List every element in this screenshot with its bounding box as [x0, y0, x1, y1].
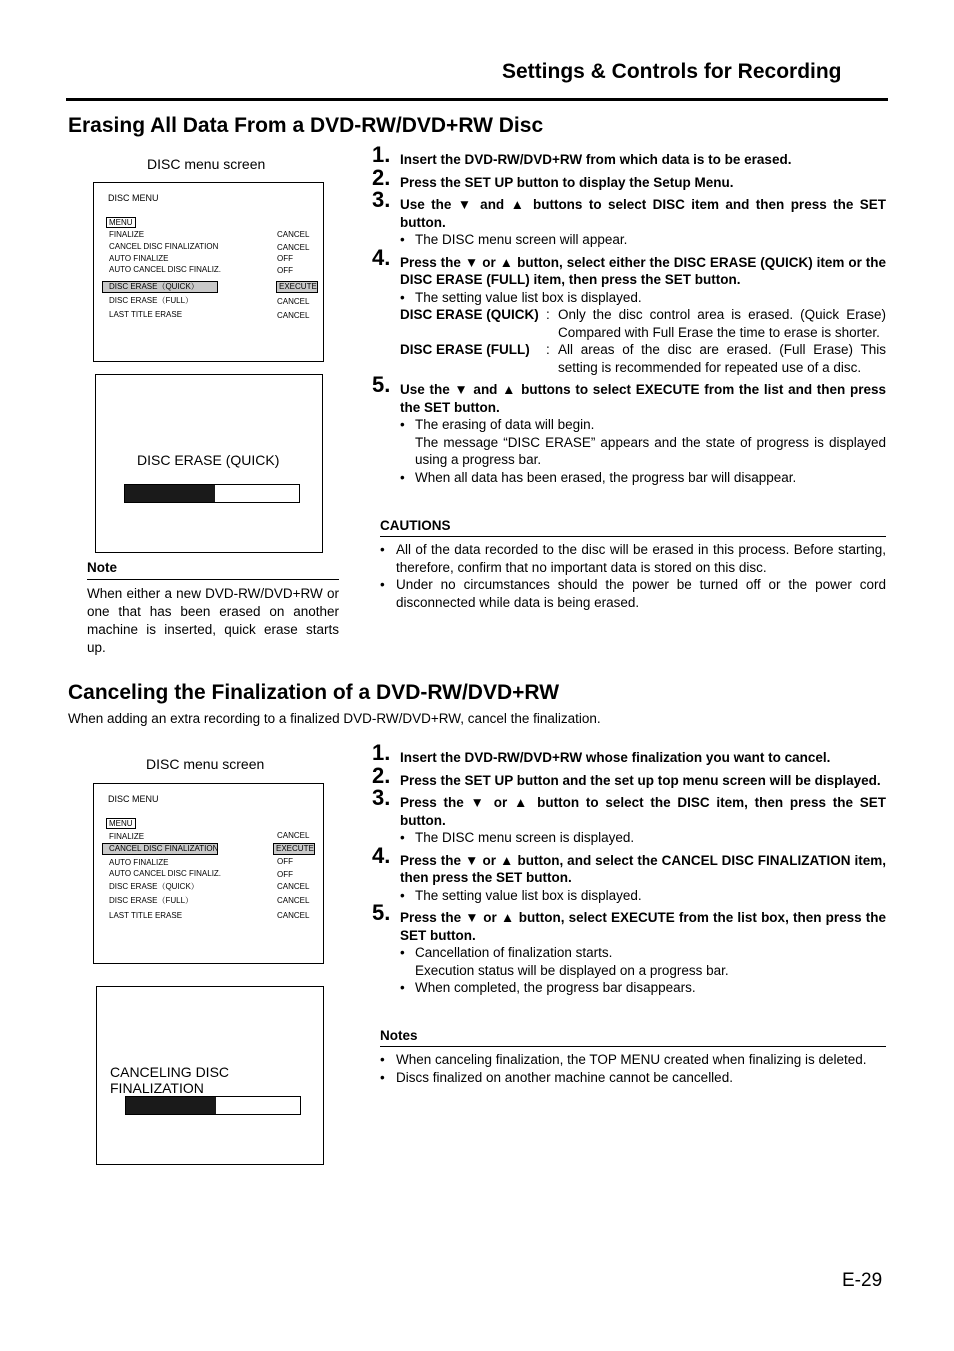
- menu-item-label: DISC ERASE（FULL）: [109, 296, 194, 305]
- definition-desc: Only the disc control area is erased. (Quick Erase) Compared with Full Erase the time to erase is shorter.: [558, 307, 886, 340]
- cautions: [380, 518, 886, 611]
- page-number: E-29: [842, 1270, 883, 1291]
- note-rule: [87, 579, 339, 580]
- definitions-table: [400, 306, 886, 376]
- progress-bar: [124, 484, 300, 503]
- step-subitem: • The DISC menu screen will appear.: [400, 232, 628, 247]
- step-number: 3.: [372, 187, 391, 212]
- definition-term: DISC ERASE (FULL): [400, 342, 530, 357]
- step-4: [372, 244, 886, 377]
- definition-sep: :: [546, 307, 550, 322]
- note-item: • Discs finalized on another machine cannot be cancelled.: [380, 1069, 733, 1085]
- menu-item-value: CANCEL: [277, 882, 310, 891]
- progress-screen-2: [96, 986, 324, 1165]
- step-text: Use the ▼ and ▲ buttons to select EXECUTE from the list and then press the SET button.: [400, 382, 886, 415]
- progress-fill: [126, 1097, 216, 1114]
- menu-item-value-selected: EXECUTE: [273, 843, 315, 855]
- step-1: [372, 740, 886, 767]
- progress-bar: [125, 1096, 301, 1115]
- notes-list: [380, 1051, 886, 1086]
- menu-item-value: OFF: [277, 254, 293, 263]
- section2-title: Canceling the Finalization of a DVD-RW/DVD+RW: [68, 681, 560, 704]
- step-5: [372, 900, 886, 997]
- menu-tag: MENU: [106, 217, 136, 228]
- note-text: When either a new DVD-RW/DVD+RW or one that has been erased on another machine is inserted, quick erase starts up.: [87, 586, 339, 655]
- step-subitem-continuation: Execution status will be displayed on a progress bar.: [415, 962, 729, 978]
- progress-label: DISC ERASE (QUICK): [137, 452, 280, 468]
- step-2: [372, 762, 886, 790]
- step-number: 3.: [372, 785, 391, 810]
- menu-title: DISC MENU: [108, 193, 159, 203]
- section1-screen-caption: DISC menu screen: [147, 156, 266, 172]
- step-number: 2.: [372, 164, 391, 190]
- step-number: 5.: [372, 372, 391, 397]
- step-subitem: • The erasing of data will begin.: [400, 417, 595, 432]
- menu-item-value: CANCEL: [277, 230, 310, 239]
- menu-item-label: FINALIZE: [109, 230, 145, 239]
- step-3: [372, 785, 886, 847]
- step-3: [372, 187, 886, 249]
- step-number: 4.: [372, 244, 391, 270]
- step-number: 1.: [372, 740, 391, 765]
- menu-item-value: OFF: [277, 857, 293, 866]
- menu-item-label: AUTO CANCEL DISC FINALIZ.: [109, 265, 222, 274]
- step-text: Insert the DVD-RW/DVD+RW whose finalization you want to cancel.: [400, 750, 831, 765]
- disc-menu-screen-1: [93, 182, 324, 362]
- section2-intro: When adding an extra recording to a finalized DVD-RW/DVD+RW, cancel the finalization.: [68, 711, 601, 726]
- cautions-list: [380, 541, 886, 611]
- progress-label: CANCELING DISC FINALIZATION: [110, 1064, 230, 1096]
- cautions-heading: CAUTIONS: [380, 518, 451, 533]
- step-5: [372, 372, 886, 486]
- menu-item-value: CANCEL: [277, 831, 310, 840]
- menu-item-label: DISC ERASE（QUICK）: [109, 882, 199, 891]
- section2-steps: [372, 740, 886, 1002]
- menu-item-value: CANCEL: [277, 297, 310, 306]
- step-4: [372, 842, 886, 905]
- section1-note: [87, 560, 339, 657]
- definition-term: DISC ERASE (QUICK): [400, 307, 539, 322]
- menu-item-label-selected: DISC ERASE（QUICK）: [102, 281, 218, 293]
- definition-row: [400, 341, 886, 376]
- step-subitem: • Cancellation of finalization starts.: [400, 945, 613, 960]
- note-heading: Note: [87, 560, 117, 575]
- step-subitem: • The setting value list box is displayed.: [400, 289, 642, 305]
- step-text: Insert the DVD-RW/DVD+RW from which data is to be erased.: [400, 152, 792, 167]
- step-text: Press the SET UP button to display the Setup Menu.: [400, 174, 734, 190]
- notes-rule: [380, 1046, 886, 1047]
- menu-item-label: CANCEL DISC FINALIZATION: [109, 242, 219, 251]
- menu-title: DISC MENU: [108, 794, 159, 804]
- definition-desc: All areas of the disc are erased. (Full Erase) This setting is recommended for repeated use of a disc.: [558, 342, 886, 375]
- step-number: 1.: [372, 142, 391, 167]
- step-subitem: • The DISC menu screen is displayed.: [400, 830, 635, 845]
- caution-item: • All of the data recorded to the disc will be erased in this process. Before starting, therefore, confirm that no important data is stored on this disc.: [380, 542, 886, 575]
- caution-item: • Under no circumstances should the power be turned off or the power cord disconnected while data is being erased.: [380, 577, 886, 610]
- menu-item-label: AUTO FINALIZE: [109, 858, 169, 867]
- cautions-rule: [380, 536, 886, 537]
- menu-item-value: CANCEL: [277, 911, 310, 920]
- step-text: Press the ▼ or ▲ button, select either the DISC ERASE (QUICK) item or the DISC ERASE (FULL) item, then press the SET button.: [400, 254, 886, 287]
- step-text: Press the ▼ or ▲ button, and select the CANCEL DISC FINALIZATION item, then press the SET button.: [400, 852, 886, 885]
- step-text: Press the ▼ or ▲ button to select the DISC item, then press the SET button.: [400, 795, 886, 828]
- step-2: [372, 164, 886, 192]
- menu-item-value: CANCEL: [277, 311, 310, 320]
- menu-item-label: AUTO FINALIZE: [109, 254, 169, 263]
- menu-tag: MENU: [106, 818, 136, 829]
- section1-steps: [372, 142, 886, 491]
- menu-item-label: LAST TITLE ERASE: [109, 911, 183, 920]
- section1-title: Erasing All Data From a DVD-RW/DVD+RW Disc: [68, 114, 544, 137]
- progress-screen-1: [95, 374, 323, 553]
- notes: [380, 1028, 886, 1086]
- menu-item-label: FINALIZE: [109, 832, 145, 841]
- step-subitem: • When completed, the progress bar disappears.: [400, 980, 696, 995]
- step-subitem: • When all data has been erased, the progress bar will disappear.: [400, 469, 797, 485]
- menu-item-value: OFF: [277, 266, 293, 275]
- step-1: [372, 142, 886, 169]
- notes-heading: Notes: [380, 1028, 418, 1043]
- step-text: Use the ▼ and ▲ buttons to select DISC item and then press the SET button.: [400, 197, 886, 230]
- definition-sep: :: [546, 342, 550, 357]
- menu-item-value: OFF: [277, 870, 293, 879]
- menu-item-label: AUTO CANCEL DISC FINALIZ.: [109, 869, 222, 878]
- disc-menu-screen-2: [93, 783, 324, 964]
- step-text: Press the SET UP button and the set up top menu screen will be displayed.: [400, 772, 881, 788]
- definition-row: [400, 306, 886, 341]
- menu-item-value: CANCEL: [277, 243, 310, 252]
- step-subitem-continuation: The message “DISC ERASE” appears and the state of progress is displayed using a progress bar.: [415, 434, 886, 467]
- menu-item-label-selected: CANCEL DISC FINALIZATION: [102, 843, 218, 855]
- step-subitem: • The setting value list box is displayed.: [400, 887, 642, 903]
- step-text: Press the ▼ or ▲ button, select EXECUTE from the list box, then press the SET button.: [400, 910, 886, 943]
- step-number: 4.: [372, 842, 391, 868]
- header-rule: [66, 98, 888, 101]
- step-number: 5.: [372, 900, 391, 925]
- menu-item-value-selected: EXECUTE: [276, 281, 318, 293]
- page-header: Settings & Controls for Recording: [502, 60, 842, 83]
- menu-item-label: DISC ERASE（FULL）: [109, 896, 194, 905]
- step-number: 2.: [372, 762, 391, 788]
- menu-item-value: CANCEL: [277, 896, 310, 905]
- note-item: • When canceling finalization, the TOP MENU created when finalizing is deleted.: [380, 1052, 867, 1067]
- menu-item-label: LAST TITLE ERASE: [109, 310, 183, 319]
- section2-screen-caption: DISC menu screen: [146, 756, 265, 772]
- progress-fill: [125, 485, 215, 502]
